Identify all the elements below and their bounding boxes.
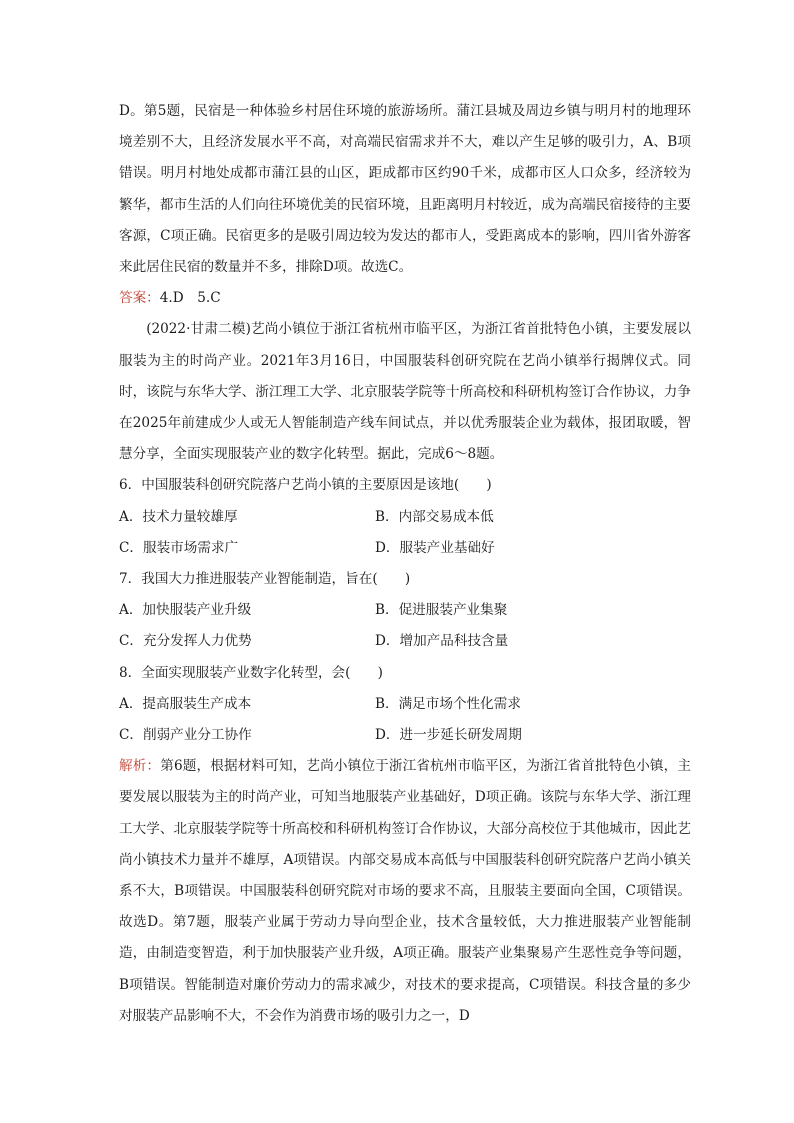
option-a: A．加快服装产业升级 (119, 602, 252, 619)
option-b: B．内部交易成本低 (375, 508, 494, 525)
answer-text: 4.D 5.C (159, 290, 221, 307)
option-a: A．提高服装生产成本 (119, 695, 252, 712)
question-6 (119, 470, 691, 564)
material-paragraph: (2022·甘肃二模)艺尚小镇位于浙江省杭州市临平区，为浙江省首批特色小镇，主要发展以服装为主的时尚产业。2021年3月16日，中国服装科创研究院在艺尚小镇举行揭牌仪式。同时，该院与东华大学、浙江理工大学、北京服装学院等十所高校和科研机构签订合作协议，力争在2025年前建成少人或无人智能制造产线车间试点，并以优秀服装企业为载体，报团取暖，智慧分享，全面实现服装产业的数字化转型。据此，完成6～8题。 (119, 321, 691, 463)
option-d: D．进一步延长研发周期 (375, 727, 522, 744)
question-7 (119, 564, 691, 658)
analysis-part1: D。第5题，民宿是一种体验乡村居住环境的旅游场所。蒲江县城及周边乡镇与明月村的地理环境差别不大，且经济发展水平不高，对高端民宿需求并不大，难以产生足够的吸引力，A、B项错误。明月村地处成都市蒲江县的山区，距成都市区约90千米，成都市区人口众多，经济较为繁华，都市生活的人们向往环境优美的民宿环境，且距离明月村较近，成为高端民宿接待的主要客源，C项正确。民宿更多的是吸引周边较为发达的都市人，受距离成本的影响，四川省外游客来此居住民宿的数量并不多，排除D项。故选C。 (119, 103, 691, 276)
answer-label: 答案： (119, 290, 160, 307)
option-row (119, 689, 691, 720)
option-b: B．促进服装产业集聚 (375, 602, 508, 619)
answer-line (119, 283, 691, 314)
question-8 (119, 658, 691, 752)
analysis-paragraph (119, 751, 691, 1032)
option-c: C．服装市场需求广 (119, 539, 239, 556)
option-b: B．满足市场个性化需求 (375, 695, 521, 712)
option-row (119, 626, 691, 657)
option-row (119, 533, 691, 564)
question-stem: 8．全面实现服装产业数字化转型，会( ) (119, 664, 383, 681)
option-row (119, 720, 691, 751)
question-stem: 6．中国服装科创研究院落户艺尚小镇的主要原因是该地( ) (119, 477, 492, 494)
analysis-label: 解析： (119, 758, 161, 775)
analysis-text: 第6题，根据材料可知，艺尚小镇位于浙江省杭州市临平区，为浙江省首批特色小镇，主要发展以服装为主的时尚产业，可知当地服装产业基础好，D项正确。该院与东华大学、浙江理工大学、北京服装学院等十所高校和科研机构签订合作协议，大部分高校位于其他城市，因此艺尚小镇技术力量并不雄厚，A项错误。内部交易成本高低与中国服装科创研究院落户艺尚小镇关系不大，B项错误。中国服装科创研究院对市场的要求不高，且服装主要面向全国，C项错误。故选D。第7题，服装产业属于劳动力导向型企业，技术含量较低，大力推进服装产业智能制造，由制造变智造，利于加快服装产业升级，A项正确。服装产业集聚易产生恶性竞争等问题，B项错误。智能制造对廉价劳动力的需求减少，对技术的要求提高，C项错误。科技含量的多少对服装产品影响不大，不会作为消费市场的吸引力之一，D (119, 758, 692, 1024)
option-c: C．充分发挥人力优势 (119, 633, 252, 650)
option-row (119, 595, 691, 626)
question-stem: 7．我国大力推进服装产业智能制造，旨在( ) (119, 571, 411, 588)
option-c: C．削弱产业分工协作 (119, 727, 252, 744)
option-row (119, 502, 691, 533)
page-content (119, 96, 691, 1032)
option-d: D．服装产业基础好 (375, 539, 495, 556)
option-d: D．增加产品科技含量 (375, 633, 509, 650)
option-a: A．技术力量较雄厚 (119, 508, 238, 525)
